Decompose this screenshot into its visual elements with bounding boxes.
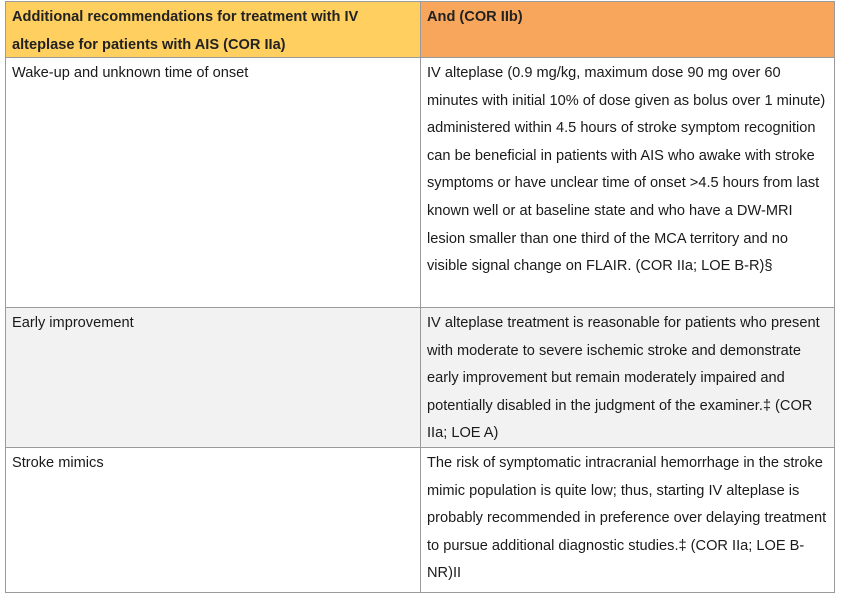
table-row (6, 58, 835, 308)
table-row (6, 448, 835, 593)
header-cell-recommendations: Additional recommendations for treatment with IV alteplase for patients with AIS (COR IIa) (6, 2, 421, 58)
row-label: Stroke mimics (6, 448, 421, 593)
row-text: The risk of symptomatic intracranial hemorrhage in the stroke mimic population is quite low; thus, starting IV alteplase is probably recommended in preference over delaying treatment to pursue additional diagnostic studies.‡ (COR IIa; LOE B-NR)II (421, 448, 835, 593)
header-cell-cor-iib: And (COR IIb) (421, 2, 835, 58)
row-label: Wake-up and unknown time of onset (6, 58, 421, 308)
recommendations-table (5, 1, 835, 593)
row-label: Early improvement (6, 308, 421, 448)
row-text: IV alteplase (0.9 mg/kg, maximum dose 90 mg over 60 minutes with initial 10% of dose given as bolus over 1 minute) administered within 4.5 hours of stroke symptom recognition can be beneficial in patients with AIS who awake with stroke symptoms or have unclear time of onset >4.5 hours from last known well or at baseline state and who have a DW-MRI lesion smaller than one third of the MCA territory and no visible signal change on FLAIR. (COR IIa; LOE B-R)§ (421, 58, 835, 308)
table-header-row (6, 2, 835, 58)
table-row (6, 308, 835, 448)
row-text: IV alteplase treatment is reasonable for patients who present with moderate to severe ischemic stroke and demonstrate early improvement but remain moderately impaired and potentially disabled in the judgment of the examiner.‡ (COR IIa; LOE A) (421, 308, 835, 448)
